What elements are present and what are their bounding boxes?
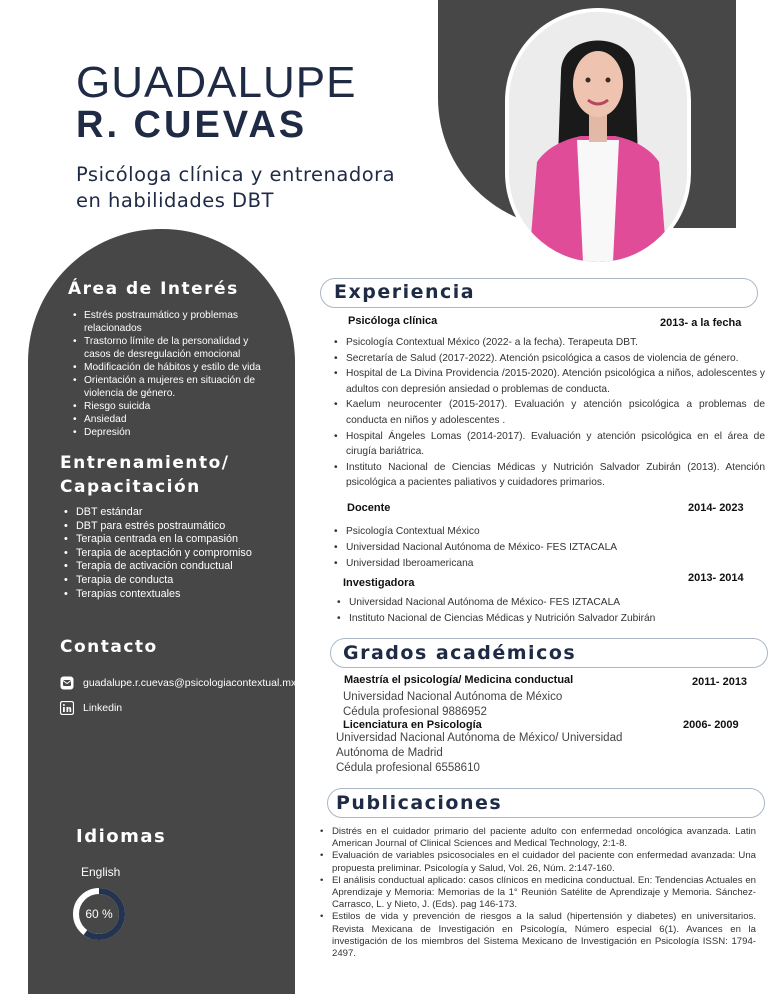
- research-list: [337, 595, 757, 627]
- profile-photo-frame: [505, 8, 691, 266]
- list-item: • Riesgo suicida: [71, 400, 271, 413]
- email-address[interactable]: guadalupe.r.cuevas@psicologiacontextual.mx: [83, 677, 297, 689]
- list-item: • Secretaría de Salud (2017-2022). Atención psicológica a casos de violencia de género.: [334, 351, 765, 367]
- degree-institution: Universidad Nacional Autónoma de México: [343, 691, 563, 703]
- teaching-list: [334, 524, 754, 571]
- list-item: • Distrés en el cuidador primario del paciente adulto con enfermedad oncológica avanzada. Latin American Journal of Clinical Sciences and Medical Technology, 2:1-8.: [320, 826, 756, 850]
- list-item: • Universidad Iberoamericana: [334, 556, 754, 572]
- first-name: GUADALUPE: [76, 58, 357, 107]
- list-item: • Ansiedad: [71, 413, 271, 426]
- linkedin-icon: [60, 701, 74, 715]
- email-icon: [60, 676, 74, 690]
- degree-details: [343, 690, 562, 720]
- degree-dates: 2006- 2009: [683, 719, 739, 731]
- list-item: • Evaluación de variables psicosociales en el cuidador del paciente con enfermedad avanzada: Una propuesta preliminar. Psicología y Salud, Vol. 26, Núm. 2:147-160.: [320, 850, 756, 874]
- list-item: • Estrés postraumático y problemas relacionados: [71, 309, 271, 335]
- role-title: Docente: [347, 502, 391, 514]
- languages-heading: Idiomas: [76, 826, 167, 847]
- degree-title: Maestría el psicología/ Medicina conductual: [344, 674, 574, 686]
- role-dates: 2014- 2023: [688, 502, 744, 514]
- role-title: Investigadora: [343, 577, 415, 589]
- gauge-label: 60 %: [85, 907, 113, 921]
- degree-dates: 2011- 2013: [692, 676, 748, 688]
- degree-title: Licenciatura en Psicología: [343, 719, 482, 731]
- list-item: • Terapia de conducta: [62, 574, 282, 588]
- degree-institution-cont: Autónoma de Madrid: [336, 747, 443, 759]
- language-level-gauge: [71, 886, 127, 942]
- list-item: • Kaelum neurocenter (2015-2017). Evaluación y atención psicológica a problemas de conducta en niños y adolescentes .: [334, 397, 765, 428]
- training-heading-line-2: Capacitación: [60, 477, 201, 497]
- email-link[interactable]: [60, 676, 296, 690]
- role-duties-list: [334, 335, 765, 491]
- list-item: • Modificación de hábitos y estilo de vida: [71, 361, 271, 374]
- list-item: • Hospital Ángeles Lomas (2014-2017). Evaluación y atención psicológica en el área de cirugía bariátrica.: [334, 429, 765, 460]
- list-item: • Depresión: [71, 426, 271, 439]
- last-name: R. CUEVAS: [76, 104, 308, 146]
- list-item: • Terapia de activación conductual: [62, 560, 282, 574]
- list-item: • Orientación a mujeres en situación de violencia de género.: [71, 374, 271, 400]
- job-title-line-1: Psicóloga clínica y entrenadora: [76, 163, 396, 186]
- list-item: • Terapia de aceptación y compromiso: [62, 547, 282, 561]
- list-item: • Universidad Nacional Autónoma de México- FES IZTACALA: [334, 540, 754, 556]
- list-item: • Trastorno límite de la personalidad y casos de desregulación emocional: [71, 335, 271, 361]
- list-item: • Terapia centrada en la compasión: [62, 533, 282, 547]
- list-item: • Psicología Contextual México: [334, 524, 754, 540]
- degree-details: [336, 731, 622, 776]
- publications-list: [320, 826, 756, 960]
- training-heading: [60, 451, 230, 499]
- training-list: [62, 506, 282, 601]
- list-item: • Instituto Nacional de Ciencias Médicas y Nutrición Salvador Zubirán: [337, 611, 757, 627]
- list-item: • Estilos de vida y prevención de riesgos a la salud (hipertensión y diabetes) en universitarios. Revista Mexicana de Investigación en Psicología, Número especial 6(1). Avances en la investigación de los miembros del Sistema Mexicano de Investigación en Psicología ISSN: 1794-2497.: [320, 911, 756, 960]
- list-item: • Hospital de La Divina Providencia /2015-2020). Atención psicológica a niños, adolescentes y adultos con depresión ansiedad o problemas de conducta.: [334, 366, 765, 397]
- list-item: • Universidad Nacional Autónoma de México- FES IZTACALA: [337, 595, 757, 611]
- experience-heading: Experiencia: [334, 281, 476, 303]
- interest-list: [71, 309, 271, 439]
- linkedin-label[interactable]: Linkedin: [83, 702, 123, 714]
- language-name: English: [81, 865, 121, 879]
- list-item: • Terapias contextuales: [62, 588, 282, 602]
- role-title: Psicóloga clínica: [348, 315, 438, 327]
- training-heading-line-1: Entrenamiento/: [60, 453, 230, 473]
- degree-license: Cédula profesional 9886952: [343, 706, 487, 718]
- role-dates: 2013- a la fecha: [660, 317, 742, 329]
- list-item: • DBT para estrés postraumático: [62, 520, 282, 534]
- job-title-line-2: en habilidades DBT: [76, 189, 274, 212]
- profile-photo: [509, 12, 687, 262]
- sidebar: [28, 229, 295, 994]
- list-item: • DBT estándar: [62, 506, 282, 520]
- degree-institution: Universidad Nacional Autónoma de México/ Universidad: [336, 732, 623, 744]
- linkedin-link[interactable]: [60, 701, 122, 715]
- degrees-heading: Grados académicos: [343, 642, 577, 664]
- job-title: [76, 162, 436, 214]
- role-dates: 2013- 2014: [688, 572, 744, 584]
- interest-heading: Área de Interés: [68, 279, 239, 299]
- contact-heading: Contacto: [60, 637, 158, 657]
- list-item: • El análisis conductual aplicado: casos clínicos en medicina conductual. En: Tendencias Actuales en Aprendizaje y Memoria: Memorias de la 1° Reunión Satélite de Aprendizaje y Memoria. Sánchez-Carrasco, L. y Nieto, J. (Eds). pag 146-173.: [320, 875, 756, 912]
- publications-heading: Publicaciones: [336, 792, 503, 814]
- list-item: • Instituto Nacional de Ciencias Médicas y Nutrición Salvador Zubirán (2013). Atención psicológica a pacientes paliativos y cuidadores primarios.: [334, 460, 765, 491]
- list-item: • Psicología Contextual México (2022- a la fecha). Terapeuta DBT.: [334, 335, 765, 351]
- degree-license: Cédula profesional 6558610: [336, 762, 480, 774]
